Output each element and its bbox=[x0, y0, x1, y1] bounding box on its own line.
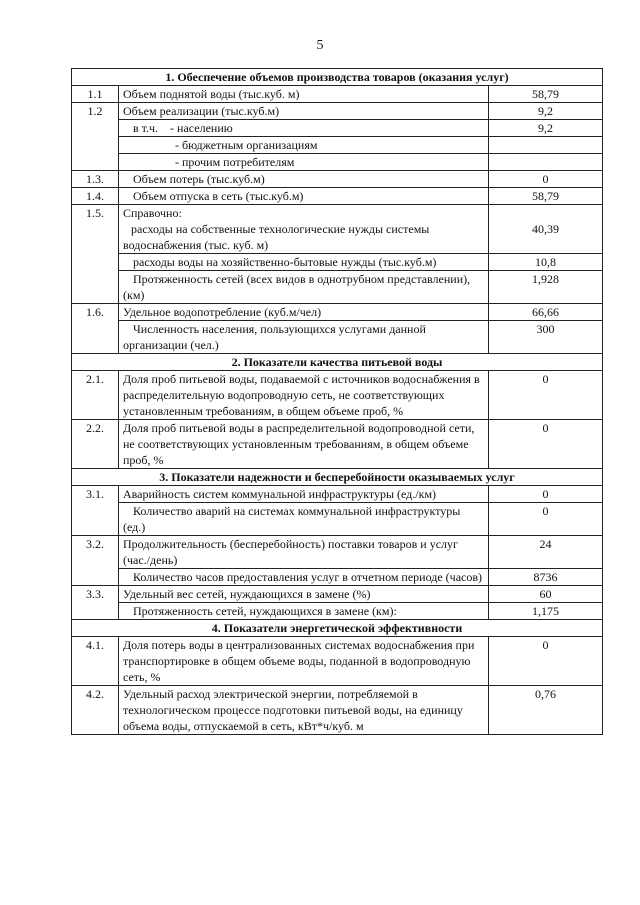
row-number: 3.3. bbox=[72, 586, 119, 603]
row-number-empty bbox=[72, 137, 119, 154]
row-label: Протяженность сетей, нуждающихся в замене (км): bbox=[119, 603, 489, 620]
row-label-text: Протяженность сетей (всех видов в однотрубном представлении), (км) bbox=[123, 272, 471, 302]
row-label: расходы воды на хозяйственно-бытовые нужды (тыс.куб.м) bbox=[119, 254, 489, 271]
row-value: 58,79 bbox=[489, 188, 603, 205]
row-label: Удельный вес сетей, нуждающихся в замене (%) bbox=[119, 586, 489, 603]
row-value: 0 bbox=[489, 371, 603, 420]
section-title: 2. Показатели качества питьевой воды bbox=[72, 354, 603, 371]
row-value: 9,2 bbox=[489, 120, 603, 137]
row-label: Удельный расход электрической энергии, потребляемой в технологическом процессе подготовки питьевой воды, на единицу объема воды, отпускаемой в сеть, кВт*ч/куб. м bbox=[119, 686, 489, 735]
row-label-text: Количество аварий на системах коммунальной инфраструктуры (ед.) bbox=[123, 504, 461, 534]
section-title: 3. Показатели надежности и бесперебойности оказываемых услуг bbox=[72, 469, 603, 486]
row-value: 1,928 bbox=[489, 271, 603, 304]
row-value: 60 bbox=[489, 586, 603, 603]
row-number-empty bbox=[72, 120, 119, 137]
row-label-text: Численность населения, пользующихся услугами данной организации (чел.) bbox=[123, 322, 426, 352]
row-number-empty bbox=[72, 321, 119, 354]
row-value: 10,8 bbox=[489, 254, 603, 271]
row-value: 0 bbox=[489, 486, 603, 503]
row-label: Доля проб питьевой воды в распределительной водопроводной сети, не соответствующих установленным требованиям, в общем объеме проб, % bbox=[119, 420, 489, 469]
row-label: Объем реализации (тыс.куб.м) bbox=[119, 103, 489, 120]
row-number: 2.2. bbox=[72, 420, 119, 469]
row-value: 9,2 bbox=[489, 103, 603, 120]
row-number: 4.2. bbox=[72, 686, 119, 735]
row-label: Аварийность систем коммунальной инфраструктуры (ед./км) bbox=[119, 486, 489, 503]
row-label bbox=[119, 569, 489, 586]
row-label bbox=[119, 321, 489, 354]
row-number: 1.1 bbox=[72, 86, 119, 103]
section-title: 1. Обеспечение объемов производства товаров (оказания услуг) bbox=[72, 69, 603, 86]
row-label: Объем поднятой воды (тыс.куб. м) bbox=[119, 86, 489, 103]
row-number: 2.1. bbox=[72, 371, 119, 420]
row-value: 0 bbox=[489, 503, 603, 536]
row-number: 1.5. bbox=[72, 205, 119, 254]
row-number: 4.1. bbox=[72, 637, 119, 686]
row-value: 66,66 bbox=[489, 304, 603, 321]
row-label bbox=[119, 271, 489, 304]
row-number-empty bbox=[72, 254, 119, 271]
row-label-text: расходы на собственные технологические нужды системы водоснабжения (тыс. куб. м) bbox=[123, 222, 430, 252]
row-value: 8736 bbox=[489, 569, 603, 586]
row-value: 0 bbox=[489, 420, 603, 469]
row-number: 1.2 bbox=[72, 103, 119, 120]
row-number-empty bbox=[72, 271, 119, 304]
row-value: 300 bbox=[489, 321, 603, 354]
row-value bbox=[489, 154, 603, 171]
row-label: Удельное водопотребление (куб.м/чел) bbox=[119, 304, 489, 321]
row-value: 0,76 bbox=[489, 686, 603, 735]
row-label: - бюджетным организациям bbox=[119, 137, 489, 154]
row-label-text: Количество часов предоставления услуг в отчетном периоде (часов) bbox=[133, 570, 483, 584]
row-number-empty bbox=[72, 603, 119, 620]
row-value: 58,79 bbox=[489, 86, 603, 103]
row-number: 1.6. bbox=[72, 304, 119, 321]
row-label: в т.ч. - населению bbox=[119, 120, 489, 137]
section-title: 4. Показатели энергетической эффективности bbox=[72, 620, 603, 637]
row-label: Объем потерь (тыс.куб.м) bbox=[119, 171, 489, 188]
row-value bbox=[489, 137, 603, 154]
row-number: 1.3. bbox=[72, 171, 119, 188]
row-value: 0 bbox=[489, 171, 603, 188]
row-label: Справочно: bbox=[119, 205, 489, 222]
row-label: Объем отпуска в сеть (тыс.куб.м) bbox=[119, 188, 489, 205]
row-value: 1,175 bbox=[489, 603, 603, 620]
row-label bbox=[119, 221, 489, 254]
row-number: 1.4. bbox=[72, 188, 119, 205]
row-number-empty bbox=[72, 154, 119, 171]
row-label: Продолжительность (бесперебойность) поставки товаров и услуг (час./день) bbox=[119, 536, 489, 569]
row-value: 0 bbox=[489, 637, 603, 686]
row-value: 24 bbox=[489, 536, 603, 569]
row-number: 3.2. bbox=[72, 536, 119, 569]
row-value-empty bbox=[489, 205, 603, 222]
row-label: Доля проб питьевой воды, подаваемой с источников водоснабжения в распределительную водопроводную сеть, не соответствующих установленным требованиям, в общем объеме проб, % bbox=[119, 371, 489, 420]
row-number: 3.1. bbox=[72, 486, 119, 503]
page-number: 5 bbox=[316, 38, 324, 53]
row-number-empty bbox=[72, 569, 119, 586]
row-value: 40,39 bbox=[489, 221, 603, 254]
row-label: - прочим потребителям bbox=[119, 154, 489, 171]
row-number-empty bbox=[72, 503, 119, 536]
row-label: Доля потерь воды в централизованных системах водоснабжения при транспортировке в общем объеме воды, поданной в водопроводную сеть, % bbox=[119, 637, 489, 686]
indicators-table bbox=[71, 68, 603, 735]
row-label bbox=[119, 503, 489, 536]
